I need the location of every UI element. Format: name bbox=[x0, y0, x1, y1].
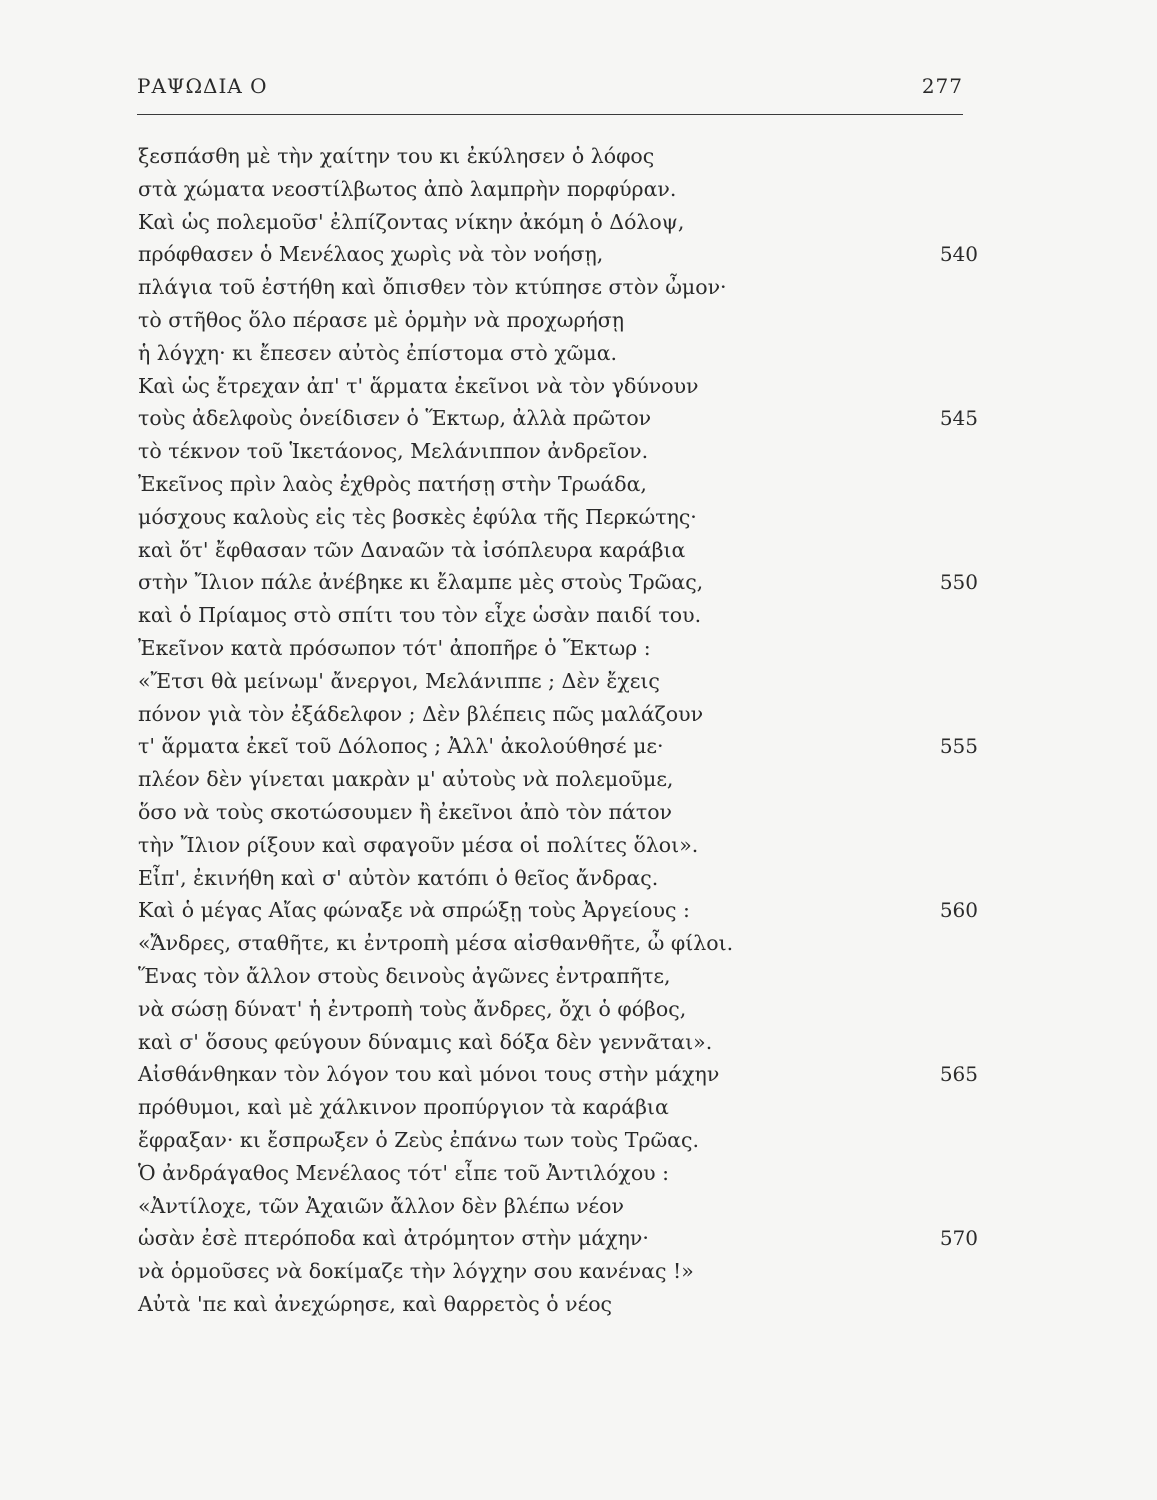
verse-line bbox=[138, 566, 978, 598]
verse-text: «Ἔτσι θὰ μείνωμ' ἄνεργοι, Μελάνιππε ; Δὲν ἔχεις bbox=[138, 668, 660, 693]
verse-line bbox=[138, 1190, 978, 1222]
verse-line bbox=[138, 402, 978, 434]
verse-line bbox=[138, 1058, 978, 1090]
verse-line bbox=[138, 862, 978, 894]
verse-text: Καὶ ὡς πολεμοῦσ' ἐλπίζοντας νίκην ἀκόμη ὁ Δόλοψ, bbox=[138, 209, 685, 234]
verse-line bbox=[138, 370, 978, 402]
verse-text: στὴν Ἴλιον πάλε ἀνέβηκε κι ἔλαμπε μὲς στοὺς Τρῶας, bbox=[138, 570, 704, 595]
verse-text: Ἐκεῖνον κατὰ πρόσωπον τότ' ἀποπῆρε ὁ Ἕκτωρ : bbox=[138, 636, 651, 660]
verse-text: πλάγια τοῦ ἐστήθη καὶ ὄπισθεν τὸν κτύπησε στὸν ὦμον· bbox=[138, 275, 727, 300]
line-number: 570 bbox=[939, 1226, 978, 1251]
verse-line bbox=[138, 337, 978, 369]
verse-line bbox=[138, 763, 978, 795]
verse-text: τ' ἅρματα ἐκεῖ τοῦ Δόλοπος ; Ἀλλ' ἀκολούθησέ με· bbox=[138, 734, 664, 759]
verse-text: καὶ ὁ Πρίαμος στὸ σπίτι του τὸν εἶχε ὡσὰν παιδί του. bbox=[138, 603, 702, 628]
verse-line bbox=[138, 632, 978, 664]
verse-text: τὸ στῆθος ὅλο πέρασε μὲ ὁρμὴν νὰ προχωρήσῃ bbox=[138, 308, 625, 332]
verse-line bbox=[138, 1288, 978, 1320]
verse-text: πλέον δὲν γίνεται μακρὰν μ' αὐτοὺς νὰ πολεμοῦμε, bbox=[138, 767, 674, 792]
verse-text: Καὶ ὁ μέγας Αἴας φώναξε νὰ σπρώξῃ τοὺς Ἀργείους : bbox=[138, 898, 690, 923]
verse-text: καὶ ὅτ' ἔφθασαν τῶν Δαναῶν τὰ ἰσόπλευρα καράβια bbox=[138, 537, 686, 562]
verse-text: πόνον γιὰ τὸν ἐξάδελφον ; Δὲν βλέπεις πῶς μαλάζουν bbox=[138, 701, 704, 726]
verse-line bbox=[138, 206, 978, 238]
verse-text: ἡ λόγχη· κι ἔπεσεν αὐτὸς ἐπίστομα στὸ χῶμα. bbox=[138, 340, 618, 365]
verse-line bbox=[138, 534, 978, 566]
verse-text: νὰ σώσῃ δύνατ' ἡ ἐντροπὴ τοὺς ἄνδρες, ὄχι ὁ φόβος, bbox=[138, 996, 687, 1021]
chapter-title: ΡΑΨΩΔΙΑ Ο bbox=[137, 74, 268, 98]
verse-text: Ὁ ἀνδράγαθος Μενέλαος τότ' εἶπε τοῦ Ἀντιλόχου : bbox=[138, 1160, 670, 1185]
verse-line bbox=[138, 993, 978, 1025]
verse-line bbox=[138, 140, 978, 172]
verse-line bbox=[138, 927, 978, 959]
verse-line bbox=[138, 173, 978, 205]
verse-text: «Ἄνδρες, σταθῆτε, κι ἐντροπὴ μέσα αἰσθανθῆτε, ὦ φίλοι. bbox=[138, 931, 734, 956]
verse-line bbox=[138, 304, 978, 336]
verse-line bbox=[138, 599, 978, 631]
verse-line bbox=[138, 829, 978, 861]
verse-line bbox=[138, 468, 978, 500]
verse-text: ἔφραξαν· κι ἔσπρωξεν ὁ Ζεὺς ἐπάνω των τοὺς Τρῶας. bbox=[138, 1128, 700, 1152]
verse-line bbox=[138, 1255, 978, 1287]
page-number: 277 bbox=[921, 74, 963, 98]
verse-text: ξεσπάσθη μὲ τὴν χαίτην του κι ἐκύλησεν ὁ λόφος bbox=[138, 144, 655, 168]
line-number: 565 bbox=[939, 1062, 978, 1087]
verse-text: τοὺς ἀδελφοὺς ὀνείδισεν ὁ Ἕκτωρ, ἀλλὰ πρῶτον bbox=[138, 406, 652, 431]
verse-line bbox=[138, 698, 978, 730]
verse-line bbox=[138, 1124, 978, 1156]
verse-text: «Ἀντίλοχε, τῶν Ἀχαιῶν ἄλλον δὲν βλέπω νέον bbox=[138, 1193, 624, 1218]
verse-text: τὴν Ἴλιον ρίξουν καὶ σφαγοῦν μέσα οἱ πολίτες ὅλοι». bbox=[138, 832, 699, 857]
verse-line bbox=[138, 435, 978, 467]
verse-text: Ἐκεῖνος πρὶν λαὸς ἐχθρὸς πατήσῃ στὴν Τρωάδα, bbox=[138, 472, 647, 496]
verse-line bbox=[138, 271, 978, 303]
verse-line bbox=[138, 1026, 978, 1058]
verse-line bbox=[138, 501, 978, 533]
verse-line bbox=[138, 665, 978, 697]
verse-text: νὰ ὁρμοῦσες νὰ δοκίμαζε τὴν λόγχην σου κανένας !» bbox=[138, 1259, 694, 1284]
verse-line bbox=[138, 960, 978, 992]
verse-line bbox=[138, 1222, 978, 1254]
verse-text: Εἶπ', ἐκινήθη καὶ σ' αὐτὸν κατόπι ὁ θεῖος ἄνδρας. bbox=[138, 865, 659, 890]
verse-line bbox=[138, 1091, 978, 1123]
verse-line bbox=[138, 730, 978, 762]
verse-line bbox=[138, 1157, 978, 1189]
verse-line bbox=[138, 894, 978, 926]
verse-text: Αὐτὰ 'πε καὶ ἀνεχώρησε, καὶ θαρρετὸς ὁ νέος bbox=[138, 1292, 613, 1316]
verse-line bbox=[138, 238, 978, 270]
verse-text: στὰ χώματα νεοστίλβωτος ἀπὸ λαμπρὴν πορφύραν. bbox=[138, 176, 677, 201]
line-number: 545 bbox=[939, 406, 978, 431]
verse-text: ὡσὰν ἐσὲ πτερόποδα καὶ ἀτρόμητον στὴν μάχην· bbox=[138, 1226, 649, 1251]
line-number: 560 bbox=[939, 898, 978, 923]
verse-text: Αἰσθάνθηκαν τὸν λόγον του καὶ μόνοι τους στὴν μάχην bbox=[138, 1062, 720, 1087]
verse-text: τὸ τέκνον τοῦ Ἱκετάονος, Μελάνιππον ἀνδρεῖον. bbox=[138, 439, 649, 464]
verse-text: καὶ σ' ὅσους φεύγουν δύναμις καὶ δόξα δὲν γεννᾶται». bbox=[138, 1029, 713, 1054]
running-head bbox=[137, 74, 963, 104]
verse-text: ὅσο νὰ τοὺς σκοτώσουμεν ἢ ἐκεῖνοι ἀπὸ τὸν πάτον bbox=[138, 800, 673, 824]
header-rule bbox=[137, 114, 963, 115]
verse-line bbox=[138, 796, 978, 828]
line-number: 550 bbox=[939, 570, 978, 595]
line-number: 540 bbox=[939, 242, 978, 267]
verse-text: πρόθυμοι, καὶ μὲ χάλκινον προπύργιον τὰ καράβια bbox=[138, 1095, 669, 1120]
verse-text: Καὶ ὡς ἔτρεχαν ἀπ' τ' ἅρματα ἐκεῖνοι νὰ τὸν γδύνουν bbox=[138, 373, 699, 398]
verse-text: πρόφθασεν ὁ Μενέλαος χωρὶς νὰ τὸν νοήσῃ, bbox=[138, 242, 604, 267]
line-number: 555 bbox=[939, 734, 978, 759]
verse-text: μόσχους καλοὺς εἰς τὲς βοσκὲς ἐφύλα τῆς Περκώτης· bbox=[138, 504, 697, 529]
verse-text: Ἕνας τὸν ἄλλον στοὺς δεινοὺς ἀγῶνες ἐντραπῆτε, bbox=[138, 964, 671, 988]
